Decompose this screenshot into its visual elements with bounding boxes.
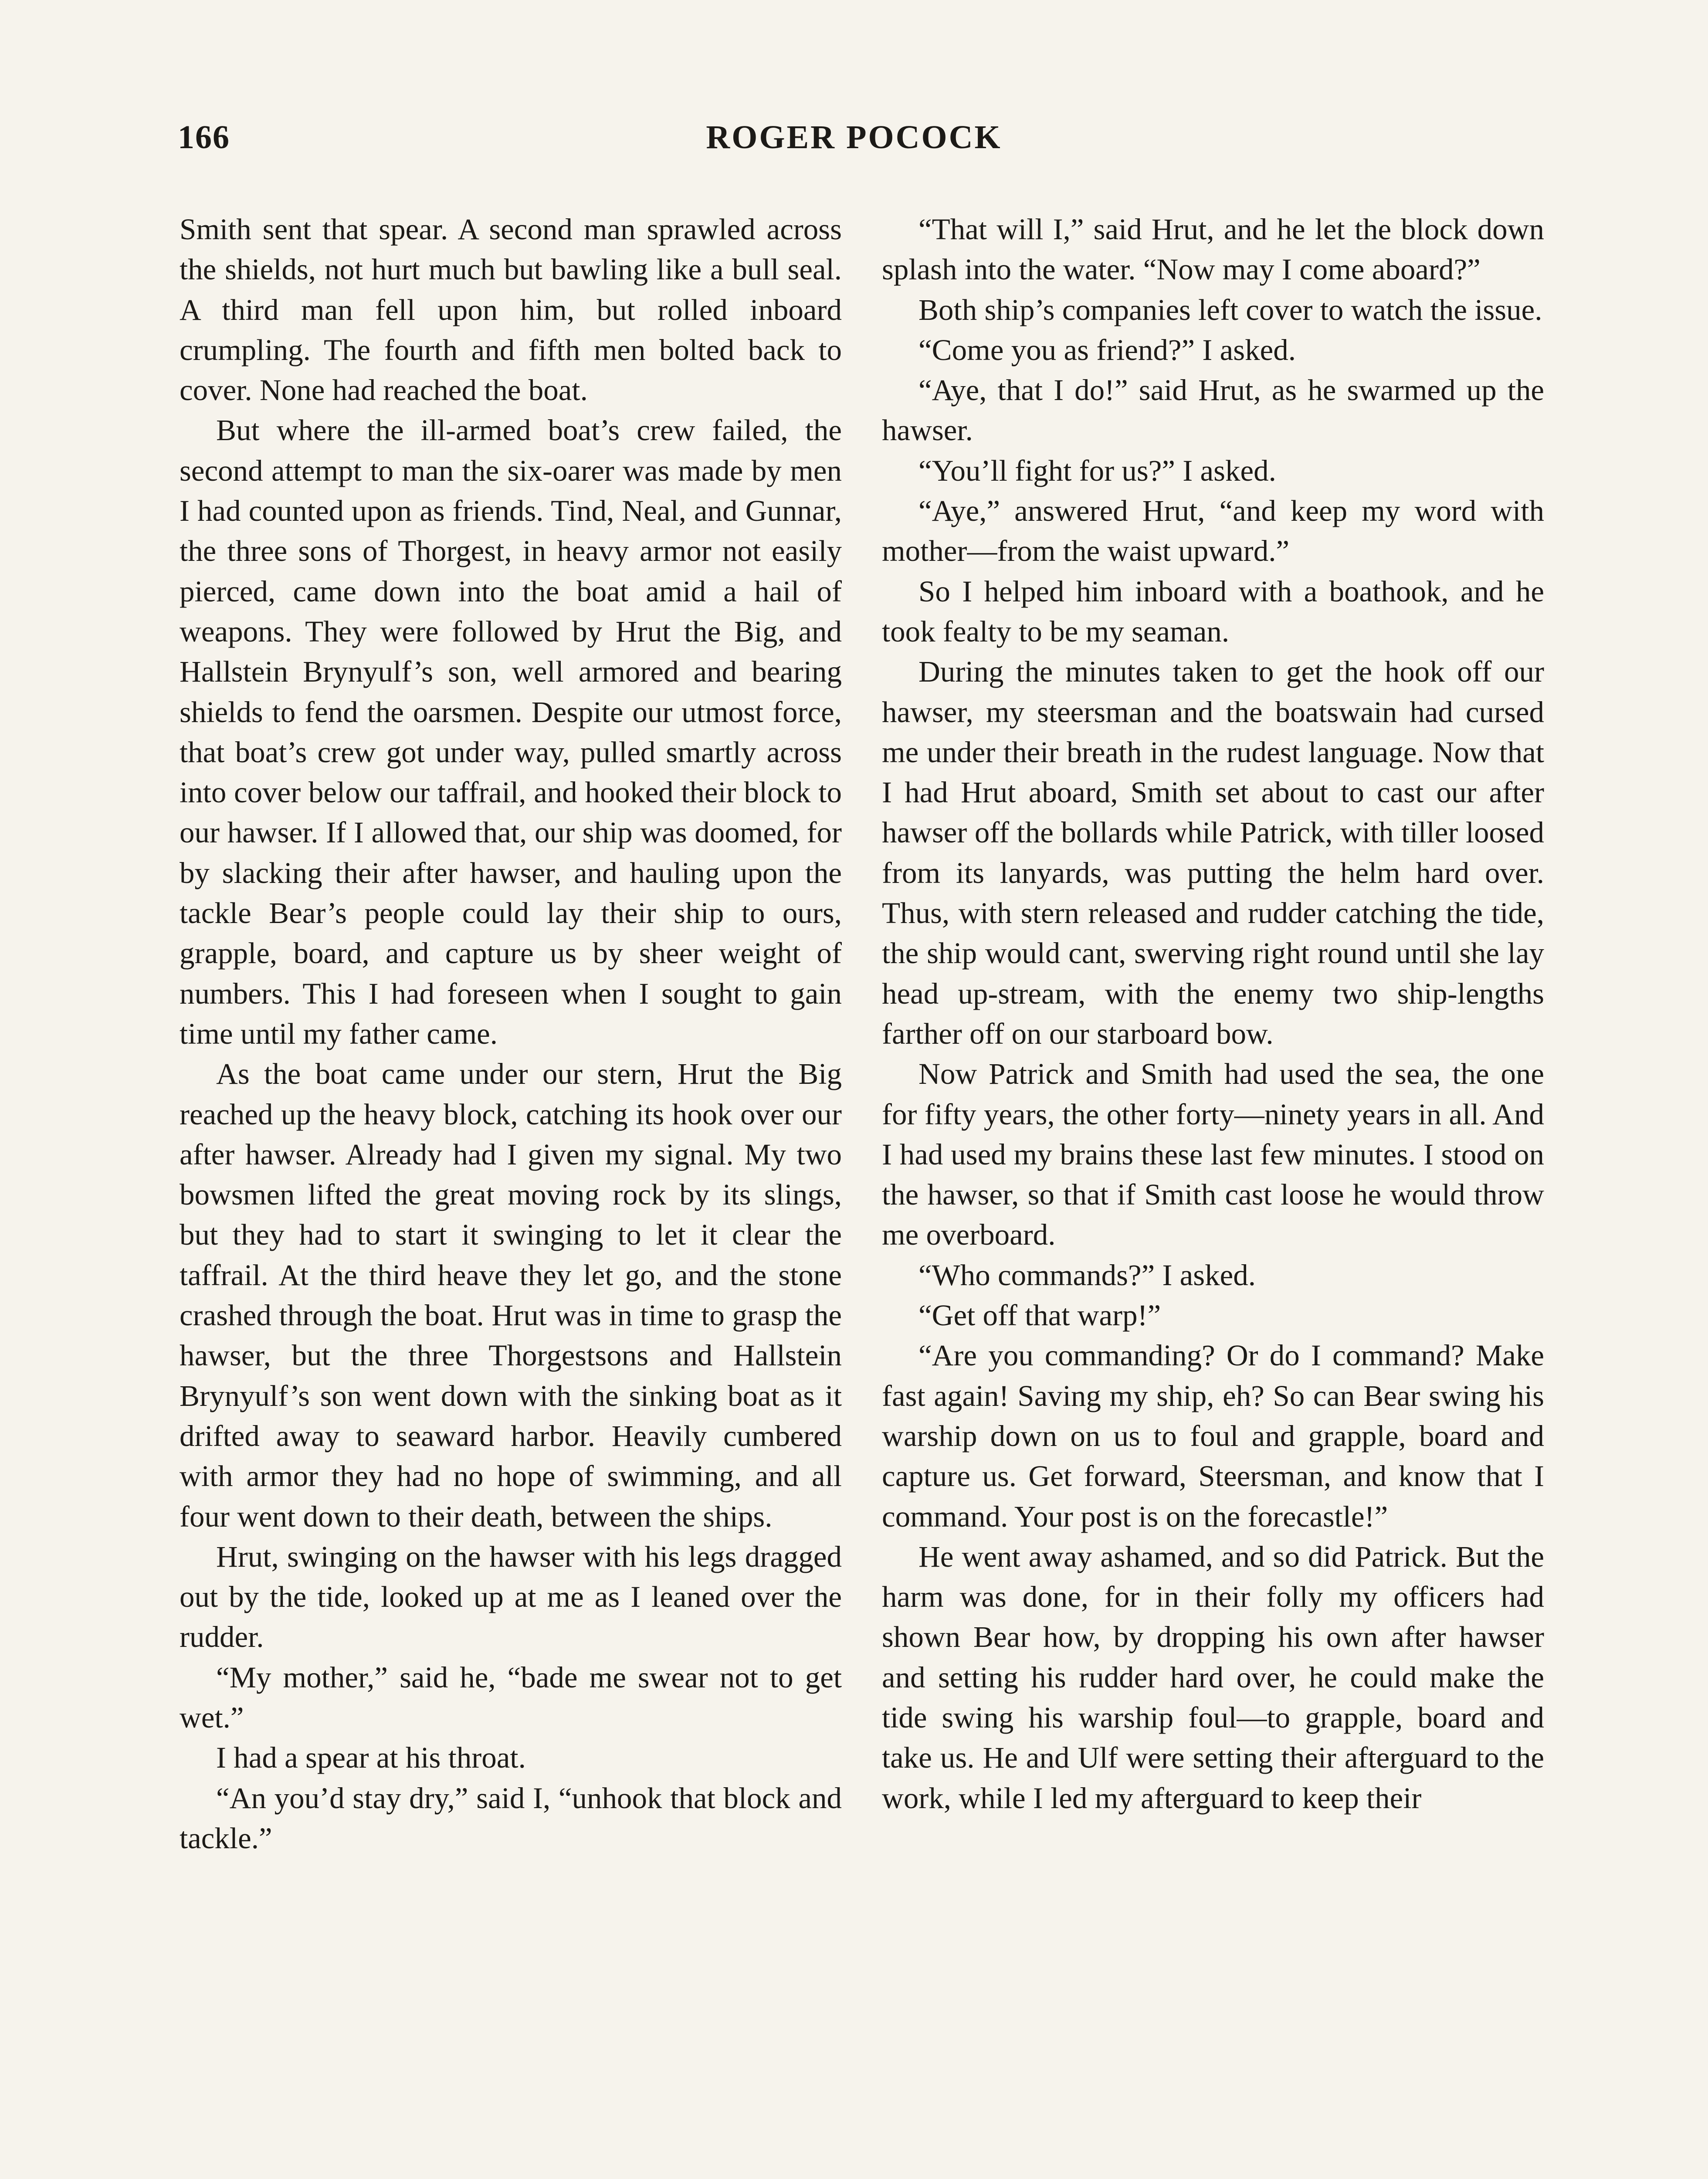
paragraph: “An you’d stay dry,” said I, “unhook that block and tackle.” bbox=[180, 1781, 842, 1855]
right-column bbox=[882, 209, 1544, 1818]
paragraph: He went away ashamed, and so did Patrick. But the harm was done, for in their folly my officers had shown Bear how, by dropping his own after hawser and setting his rudder hard over, he could make the tide swing his warship foul—to grapple, board and take us. He and Ulf were setting their afterguard to the work, while I led my afterguard to keep their bbox=[882, 1540, 1544, 1815]
paragraph: So I helped him inboard with a boathook, and he took fealty to be my seaman. bbox=[882, 574, 1544, 648]
paragraph: “That will I,” said Hrut, and he let the block down splash into the water. “Now may I come aboard?” bbox=[882, 213, 1544, 286]
paragraph: “Who commands?” I asked. bbox=[918, 1258, 1256, 1292]
paragraph: “Aye,” answered Hrut, “and keep my word with mother—from the waist upward.” bbox=[882, 494, 1544, 568]
paragraph: “Get off that warp!” bbox=[918, 1299, 1161, 1332]
paragraph: During the minutes taken to get the hook off our hawser, my steersman and the boatswain had cursed me under their breath in the rudest language. Now that I had Hrut aboard, Smith set about to cast our after hawser off the bollards while Patrick, with tiller loosed from its lanyards, was putting the helm hard over. Thus, with stern released and rudder catching the tide, the ship would cant, swerving right round until she lay head up-stream, with the enemy two ship-lengths farther off on our starboard bow. bbox=[882, 655, 1544, 1050]
paragraph: “Come you as friend?” I asked. bbox=[918, 333, 1296, 367]
paragraph: “Aye, that I do!” said Hrut, as he swarmed up the hawser. bbox=[882, 373, 1544, 447]
running-head: ROGER POCOCK bbox=[706, 119, 1002, 156]
paragraph: I had a spear at his throat. bbox=[216, 1741, 526, 1775]
paragraph: As the boat came under our stern, Hrut the Big reached up the heavy block, catching its hook over our after hawser. Already had I given my signal. My two bowsmen lifted the great moving rock by its slings, but they had to start it swinging to let it clear the taffrail. At the third heave they let go, and the stone crashed through the boat. Hrut was in time to grasp the hawser, but the three Thorgestsons and Hallstein Brynyulf’s son went down with the sinking boat as it drifted away to seaward harbor. Heavily cumbered with armor they had no hope of swimming, and all four went down to their death, between the ships. bbox=[180, 1057, 842, 1533]
paragraph: Smith sent that spear. A second man sprawled across the shields, not hurt much but bawling like a bull seal. A third man fell upon him, but rolled inboard crumpling. The fourth and fifth men bolted back to cover. None had reached the boat. bbox=[180, 213, 842, 407]
left-column bbox=[180, 209, 842, 1858]
paragraph: “My mother,” said he, “bade me swear not to get wet.” bbox=[180, 1660, 842, 1734]
paragraph: Hrut, swinging on the hawser with his legs dragged out by the tide, looked up at me as I leaned over the rudder. bbox=[180, 1540, 842, 1654]
paragraph: Both ship’s companies left cover to watch the issue. bbox=[918, 293, 1542, 326]
paragraph: But where the ill-armed boat’s crew failed, the second attempt to man the six-oarer was made by men I had counted upon as friends. Tind, Neal, and Gunnar, the three sons of Thorgest, in heavy armor not easily pierced, came down into the boat amid a hail of weapons. They were followed by Hrut the Big, and Hallstein Brynyulf’s son, well armored and bearing shields to fend the oarsmen. Despite our utmost force, that boat’s crew got under way, pulled smartly across into cover below our taffrail, and hooked their block to our hawser. If I allowed that, our ship was doomed, for by slacking their after hawser, and hauling upon the tackle Bear’s people could lay their ship to ours, grapple, board, and capture us by sheer weight of numbers. This I had foreseen when I sought to gain time until my father came. bbox=[180, 414, 842, 1050]
paragraph: Now Patrick and Smith had used the sea, the one for fifty years, the other forty—ninety years in all. And I had used my brains these last few minutes. I stood on the hawser, so that if Smith cast loose he would throw me overboard. bbox=[882, 1057, 1544, 1252]
page-number: 166 bbox=[178, 119, 230, 156]
paragraph: “Are you commanding? Or do I command? Make fast again! Saving my ship, eh? So can Bear swing his warship down on us to foul and grapple, board and capture us. Get forward, Steersman, and know that I command. Your post is on the forecastle!” bbox=[882, 1339, 1544, 1533]
paragraph: “You’ll fight for us?” I asked. bbox=[918, 454, 1276, 487]
